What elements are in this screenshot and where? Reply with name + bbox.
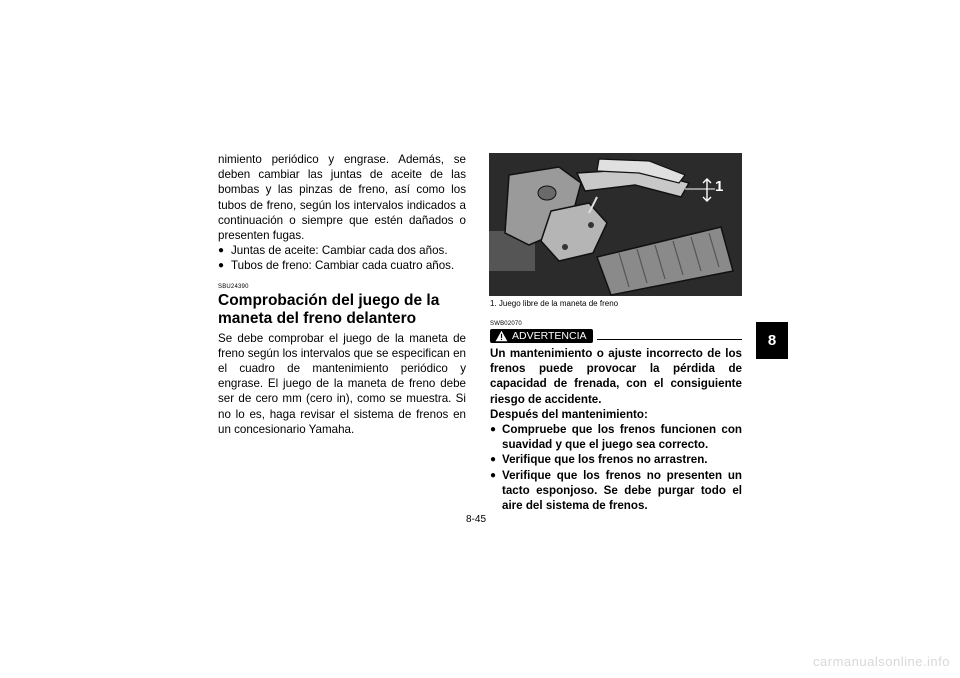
warning-badge	[490, 329, 593, 343]
list-item-text: Verifique que los frenos no presenten un tacto esponjoso. Se debe purgar todo el aire del sistema de frenos.	[502, 468, 742, 513]
warning-block	[490, 320, 742, 513]
bullet-icon: ●	[490, 469, 497, 481]
figure-caption: 1. Juego libre de la maneta de freno	[490, 299, 619, 308]
warning-header	[490, 329, 742, 343]
section-heading: Comprobación del juego de la maneta del freno delantero	[218, 291, 440, 327]
brake-lever-drawing	[489, 153, 742, 296]
bullet-icon: ●	[490, 424, 497, 436]
left-column	[218, 152, 466, 437]
warning-label: ADVERTENCIA	[512, 330, 587, 342]
bullet-icon: ●	[218, 245, 225, 257]
list-item	[218, 258, 466, 273]
list-item	[490, 452, 742, 467]
list-item-text: Tubos de freno: Cambiar cada cuatro años.	[231, 259, 455, 273]
warning-text: Un mantenimiento o ajuste incorrecto de los frenos puede provocar la pérdida de capacidad de frenada, con el consiguiente riesgo de accidente.	[490, 347, 742, 406]
bullet-icon: ●	[218, 260, 225, 272]
warning-subheading: Después del mantenimiento:	[490, 407, 648, 421]
list-item	[490, 422, 742, 452]
watermark: carmanualsonline.info	[813, 654, 950, 669]
list-item	[218, 243, 466, 258]
list-item-text: Verifique que los frenos no arrastren.	[502, 453, 708, 467]
list-item	[490, 468, 742, 514]
warning-code: SWB02070	[490, 321, 522, 327]
section-code: SBU24390	[218, 283, 249, 290]
list-item-text: Compruebe que los frenos funcionen con suavidad y que el juego sea correcto.	[502, 423, 742, 452]
warning-triangle-icon	[495, 330, 508, 342]
bullet-icon: ●	[490, 454, 497, 466]
intro-paragraph: nimiento periódico y engrase. Además, se deben cambiar las juntas de aceite de las bombas y las pinzas de freno, así como los tubos de freno, según los intervalos indicados a continuación o siempre que estén dañados o presenten fugas.	[218, 153, 466, 243]
page-number: 8-45	[466, 514, 487, 525]
chapter-tab: 8	[756, 322, 788, 359]
body-paragraph: Se debe comprobar el juego de la maneta de freno según los intervalos que se especifican en el cuadro de mantenimiento periódico y engrase. El juego de la maneta de freno debe ser de cero mm (cero in), como se muestra. Si no lo es, haga revisar el sistema de frenos en un concesionario Yamaha.	[218, 331, 466, 436]
warning-rule	[597, 332, 743, 340]
list-item-text: Juntas de aceite: Cambiar cada dos años.	[231, 244, 448, 258]
brake-lever-illustration	[489, 153, 742, 296]
callout-number: 1	[715, 178, 724, 195]
